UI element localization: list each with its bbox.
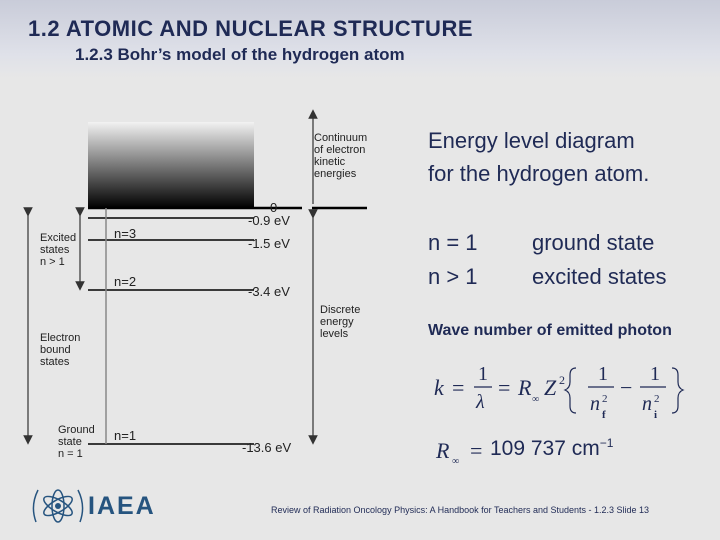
svg-text:2: 2	[602, 393, 608, 405]
energy-label-n2: -3.4 eV	[248, 284, 290, 299]
n1-label: n = 1	[428, 230, 478, 255]
svg-text:R: R	[518, 375, 532, 400]
svg-text:Z: Z	[544, 375, 557, 400]
ground-state-text: ground state	[532, 230, 655, 255]
ngt1-label: n > 1	[428, 264, 478, 289]
excited-states-label: Excited states n > 1	[40, 232, 77, 268]
rydberg-constant-value: 109 737 $cm^{-1}$	[490, 436, 614, 460]
svg-text:i: i	[654, 409, 658, 421]
wave-number-title: Wave number of emitted photon	[428, 322, 672, 339]
svg-text:n: n	[590, 393, 600, 415]
svg-text:∞: ∞	[452, 456, 460, 465]
svg-text:1: 1	[650, 363, 660, 385]
excited-states-text: excited states	[532, 264, 667, 289]
svg-text:=: =	[470, 438, 483, 463]
svg-text:2: 2	[559, 373, 565, 387]
svg-text:f: f	[602, 409, 606, 421]
energy-level-diagram	[22, 100, 382, 470]
slide-footer: Review of Radiation Oncology Physics: A Handbook for Teachers and Students - 1.2.3 Slide 13	[271, 505, 650, 515]
svg-text:2: 2	[654, 393, 660, 405]
slide-subtitle: 1.2.3 Bohr’s model of the hydrogen atom	[75, 45, 405, 64]
svg-text:λ: λ	[476, 391, 485, 413]
slide-title: 1.2 ATOMIC AND NUCLEAR STRUCTURE	[28, 16, 474, 41]
energy-label-n3: -1.5 eV	[248, 236, 290, 251]
continuum-block	[88, 122, 254, 208]
svg-text:k: k	[434, 375, 444, 400]
zero-energy-label: 0	[270, 200, 278, 215]
svg-text:−: −	[620, 375, 633, 400]
svg-text:=: =	[452, 375, 465, 400]
ground-state-label: Ground state n = 1	[58, 424, 95, 460]
n-label-n2: n=2	[114, 274, 137, 289]
discrete-levels-label: Discrete energy levels	[320, 304, 361, 340]
svg-text:R: R	[436, 438, 450, 463]
svg-text:=: =	[498, 375, 511, 400]
wave-number-formula	[430, 360, 690, 470]
n-label-n1: n=1	[114, 428, 137, 443]
iaea-logo-text: IAEA	[88, 492, 156, 520]
iaea-emblem-icon	[28, 478, 88, 533]
energy-label-n4: -0.9 eV	[248, 213, 290, 228]
svg-text:∞: ∞	[532, 394, 540, 405]
svg-text:1: 1	[478, 363, 488, 385]
n-label-n3: n=3	[114, 226, 137, 241]
diagram-description: Energy level diagram for the hydrogen atom.	[428, 128, 650, 186]
energy-label-n1: -13.6 eV	[242, 440, 292, 455]
bound-states-label: Electron bound states	[40, 332, 81, 368]
svg-text:n: n	[642, 393, 652, 415]
continuum-label: Continuum of electron kinetic energies	[314, 132, 368, 180]
svg-text:1: 1	[598, 363, 608, 385]
